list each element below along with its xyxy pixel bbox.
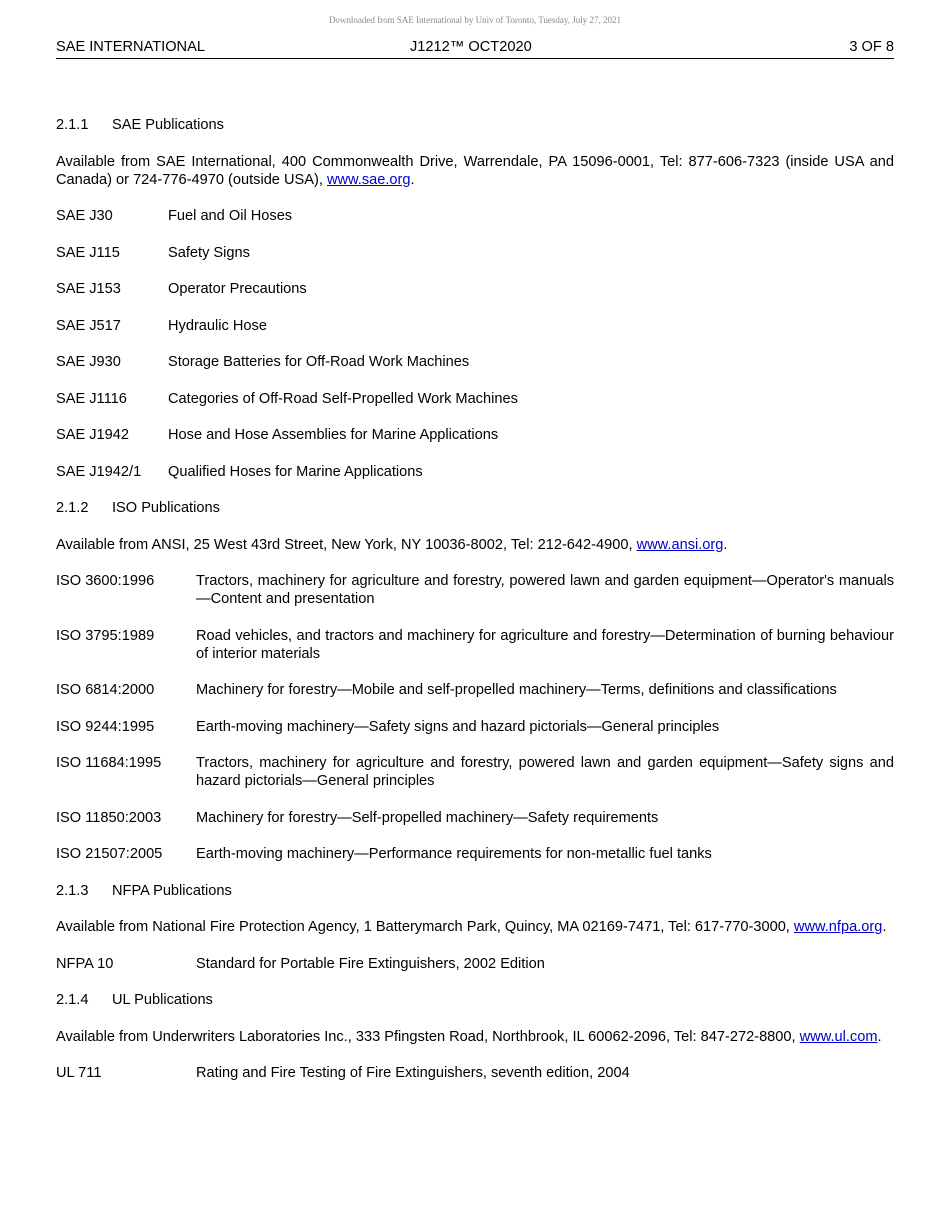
availability-paragraph-iso: Available from ANSI, 25 West 43rd Street, New York, NY 10036-8002, Tel: 212-642-4900, www.ansi.org. <box>56 536 728 553</box>
reference-code: ISO 3600:1996 <box>56 573 155 589</box>
reference-title: Operator Precautions <box>168 281 307 297</box>
availability-text: Available from ANSI, 25 West 43rd Street, New York, NY 10036-8002, Tel: 212-642-4900, <box>56 536 637 553</box>
reference-item <box>56 353 894 371</box>
reference-item <box>56 1064 894 1082</box>
section-title: ISO Publications <box>112 500 220 516</box>
availability-paragraph-ul: Available from Underwriters Laboratories Inc., 333 Pfingsten Road, Northbrook, IL 60062-2096, Tel: 847-272-8800, www.ul.com. <box>56 1028 882 1045</box>
download-watermark: Downloaded from SAE International by Univ of Toronto, Tuesday, July 27, 2021 <box>328 15 622 25</box>
reference-code: ISO 11684:1995 <box>56 755 162 771</box>
section-heading-sae <box>56 116 894 134</box>
reference-code: SAE J30 <box>56 208 113 224</box>
reference-item <box>56 390 894 408</box>
reference-item <box>56 754 894 790</box>
reference-title: Rating and Fire Testing of Fire Extinguishers, seventh edition, 2004 <box>196 1065 630 1081</box>
reference-title: Standard for Portable Fire Extinguishers, 2002 Edition <box>196 955 545 972</box>
section-heading-ul <box>56 991 894 1009</box>
section-heading-nfpa <box>56 882 894 900</box>
reference-item <box>56 207 894 225</box>
availability-text: Available from SAE International, 400 Commonwealth Drive, Warrendale, PA 15096-0001, Tel: 877-606-7323 (inside USA and Canada) or 724-776-4970 (outside USA), <box>56 153 894 188</box>
sae-website-link[interactable]: www.sae.org <box>326 171 411 188</box>
reference-code: ISO 21507:2005 <box>56 846 163 862</box>
page-body <box>56 116 894 1101</box>
reference-title: Safety Signs <box>168 244 250 261</box>
header-page-number: 3 OF 8 <box>849 39 894 55</box>
reference-code: SAE J1942/1 <box>56 463 142 480</box>
reference-title: Earth-moving machinery—Performance requirements for non-metallic fuel tanks <box>196 846 712 862</box>
reference-code: SAE J930 <box>56 354 121 370</box>
section-heading-iso <box>56 499 894 517</box>
reference-title: Qualified Hoses for Marine Applications <box>168 463 423 480</box>
availability-paragraph-nfpa: Available from National Fire Protection Agency, 1 Batterymarch Park, Quincy, MA 02169-7471, Tel: 617-770-3000, www.nfpa.org. <box>56 919 887 935</box>
reference-title: Storage Batteries for Off-Road Work Machines <box>168 354 470 370</box>
reference-title: Fuel and Oil Hoses <box>168 208 293 224</box>
reference-title: Machinery for forestry—Self-propelled machinery—Safety requirements <box>196 809 659 826</box>
reference-item <box>56 463 894 481</box>
reference-item <box>56 572 894 608</box>
reference-title: Hose and Hose Assemblies for Marine Applications <box>168 427 499 443</box>
nfpa-website-link[interactable]: www.nfpa.org <box>793 919 883 935</box>
reference-item <box>56 809 894 827</box>
reference-item <box>56 955 894 973</box>
availability-text: Available from Underwriters Laboratories Inc., 333 Pfingsten Road, Northbrook, IL 60062-2096, Tel: 847-272-8800, <box>56 1028 800 1045</box>
reference-item <box>56 317 894 335</box>
reference-title: Categories of Off-Road Self-Propelled Work Machines <box>168 390 518 407</box>
reference-code: SAE J1116 <box>56 390 127 407</box>
header-doc-id: J1212™ OCT2020 <box>410 39 532 55</box>
reference-code: SAE J115 <box>56 244 120 261</box>
section-number: 2.1.2 <box>56 500 89 516</box>
reference-code: SAE J517 <box>56 317 121 334</box>
reference-code: ISO 9244:1995 <box>56 718 155 735</box>
section-number: 2.1.3 <box>56 882 89 899</box>
section-number: 2.1.4 <box>56 992 89 1008</box>
reference-title: Hydraulic Hose <box>168 317 267 334</box>
ansi-website-link[interactable]: www.ansi.org <box>636 536 724 553</box>
reference-title: Tractors, machinery for agriculture and forestry, powered lawn and garden equipment—Operator's manuals—Content and presentation <box>196 573 894 607</box>
reference-code: SAE J1942 <box>56 427 130 443</box>
ul-website-link[interactable]: www.ul.com <box>799 1028 878 1045</box>
section-title: UL Publications <box>112 992 213 1008</box>
reference-code: NFPA 10 <box>56 955 114 972</box>
reference-code: ISO 6814:2000 <box>56 682 155 698</box>
reference-title: Earth-moving machinery—Safety signs and hazard pictorials—General principles <box>196 718 720 735</box>
reference-item <box>56 681 894 699</box>
section-title: SAE Publications <box>112 117 224 133</box>
reference-code: ISO 11850:2003 <box>56 809 162 826</box>
reference-title: Tractors, machinery for agriculture and forestry, powered lawn and garden equipment—Safety signs and hazard pictorials—General principles <box>196 755 894 789</box>
reference-item <box>56 718 894 736</box>
reference-item <box>56 845 894 863</box>
reference-code: ISO 3795:1989 <box>56 627 155 644</box>
reference-title: Road vehicles, and tractors and machinery for agriculture and forestry—Determination of burning behaviour of interior materials <box>196 627 894 662</box>
reference-code: SAE J153 <box>56 281 121 297</box>
reference-item <box>56 244 894 262</box>
availability-paragraph-sae: Available from SAE International, 400 Commonwealth Drive, Warrendale, PA 15096-0001, Tel: 877-606-7323 (inside USA and Canada) or 724-776-4970 (outside USA), www.sae.org. <box>56 153 894 188</box>
page-header <box>56 38 894 59</box>
reference-code: UL 711 <box>56 1065 102 1081</box>
reference-title: Machinery for forestry—Mobile and self-propelled machinery—Terms, definitions and classifications <box>196 682 837 698</box>
reference-item <box>56 280 894 298</box>
reference-item <box>56 627 894 663</box>
section-title: NFPA Publications <box>112 882 232 899</box>
section-number: 2.1.1 <box>56 117 89 133</box>
availability-text: Available from National Fire Protection Agency, 1 Batterymarch Park, Quincy, MA 02169-7471, Tel: 617-770-3000, <box>56 919 794 935</box>
header-org: SAE INTERNATIONAL <box>56 39 205 55</box>
reference-item <box>56 426 894 444</box>
